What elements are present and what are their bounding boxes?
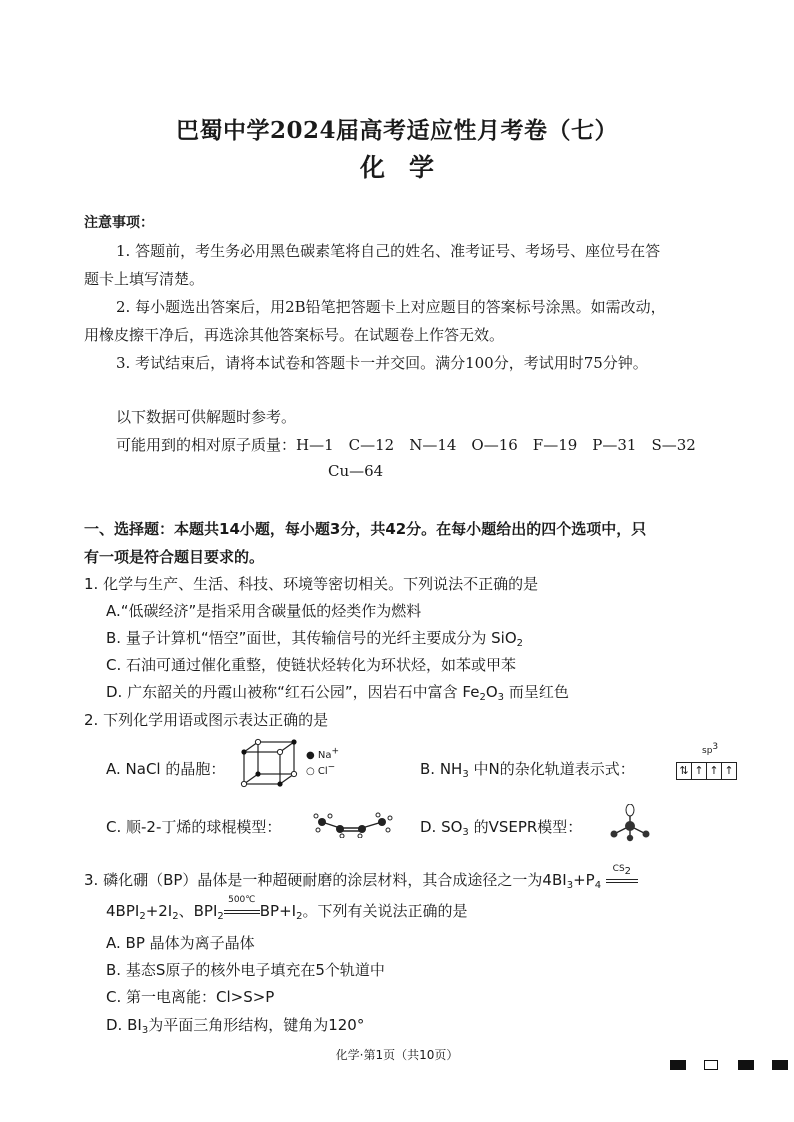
- q3-option-d: [106, 1014, 364, 1035]
- q3-line-1-text: 3. 磷化硼（BP）晶体是一种超硬耐磨的涂层材料，其合成途径之一为: [84, 871, 543, 889]
- q3-line-1: [84, 863, 638, 891]
- q3-eq-bp-sub: 2: [296, 911, 303, 922]
- q3-option-b: B. 基态S原子的核外电子填充在5个轨道中: [106, 961, 385, 979]
- section-heading-line-1: 一、选择题：本题共14小题，每小题3分，共42分。在每小题给出的四个选项中，只: [84, 520, 647, 538]
- notice-item-1-line-1: 1. 答题前，考生务必用黑色碳素笔将自己的姓名、准考证号、考场号、座位号在答: [116, 242, 661, 260]
- q1-option-b-sub: 2: [516, 638, 524, 649]
- notice-item-1-line-2: 题卡上填写清楚。: [84, 270, 205, 288]
- q2-option-b: [420, 758, 635, 779]
- orbital-box-1: ⇅: [677, 763, 692, 779]
- q2-stem: 2. 下列化学用语或图示表达正确的是: [84, 711, 329, 729]
- q3-eq-bi3-sub: 3: [566, 880, 574, 891]
- so3-vsepr-model: [606, 804, 656, 842]
- q3-option-d-tail: 为平面三角形结构，键角为120°: [148, 1016, 365, 1034]
- q1-option-c: C. 石油可通过催化重整，使链状烃转化为环状烃，如苯或甲苯: [106, 656, 517, 674]
- q1-option-b: [106, 627, 523, 648]
- q2-option-a: A. NaCl 的晶胞：: [106, 760, 226, 778]
- q1-option-d-sub2: 3: [497, 692, 505, 703]
- q3-line-2-tail: 。下列有关说法正确的是: [302, 902, 468, 920]
- q3-eq-p4: +P: [573, 871, 595, 889]
- footer-marker-4: [772, 1060, 788, 1070]
- q2-option-c: C. 顺-2-丁烯的球棍模型：: [106, 818, 282, 836]
- q3-eq-bpi2-b: 、BPI: [178, 902, 218, 920]
- q2-option-d-text: D. SO: [420, 818, 463, 836]
- q1-option-d-sub1: 2: [479, 692, 486, 703]
- q2-option-b-tail: 中N的杂化轨道表示式：: [473, 760, 635, 778]
- q1-option-a: A.“低碳经济”是指采用含碳量低的烃类作为燃料: [106, 602, 422, 620]
- q3-eq-bpi2-b-sub: 2: [217, 911, 224, 922]
- q1-option-d-o: O: [485, 683, 498, 701]
- atomic-mass-line-2: Cu—64: [328, 462, 384, 480]
- q1-option-b-text: B. 量子计算机“悟空”面世，其传输信号的光纤主要成分为: [106, 629, 487, 647]
- nacl-legend-cl-sup: −: [327, 762, 336, 773]
- q3-reaction-arrow-2: [224, 894, 260, 917]
- q1-stem: 1. 化学与生产、生活、科技、环境等密切相关。下列说法不正确的是: [84, 575, 539, 593]
- exam-title: 巴蜀中学2024届高考适应性月考卷（七）: [175, 117, 618, 144]
- q3-option-c: C. 第一电离能：Cl>S>P: [106, 988, 275, 1006]
- q3-line-2: [106, 894, 468, 922]
- q3-option-d-text: D. BI: [106, 1016, 142, 1034]
- q3-eq-bpi2: 4BPI: [106, 902, 140, 920]
- q1-option-d-tail: 而呈红色: [508, 683, 569, 701]
- q3-cond-1-sub: 2: [624, 865, 632, 877]
- nacl-legend-na: [306, 746, 340, 761]
- q2-option-b-text: B. NH: [420, 760, 463, 778]
- q3-eq-bp: BP+I: [259, 902, 297, 920]
- section-heading-line-2: 有一项是符合题目要求的。: [84, 548, 265, 566]
- q1-option-d-text: D. 广东韶关的丹霞山被称“红石公园”，因岩石中富含: [106, 683, 458, 701]
- orbital-box-4: ↑: [724, 764, 734, 777]
- q3-eq-p4-sub: 4: [594, 880, 602, 891]
- orbital-box-3: ↑: [707, 763, 722, 779]
- sp3-label-text: sp: [702, 746, 713, 756]
- q2-option-d-sub: 3: [462, 827, 469, 838]
- q3-eq-bi3: 4BI: [542, 871, 567, 889]
- notice-item-2-line-2: 用橡皮擦干净后，再选涂其他答案标号。在试题卷上作答无效。: [84, 326, 505, 344]
- notice-item-3: 3. 考试结束后，请将本试卷和答题卡一并交回。满分100分，考试用时75分钟。: [116, 354, 648, 372]
- q3-cond-2: 500℃: [228, 894, 256, 905]
- notice-item-2-line-1: 2. 每小题选出答案后，用2B铅笔把答题卡上对应题目的答案标号涂黑。如需改动，: [116, 298, 666, 316]
- atomic-mass-line: [116, 434, 696, 455]
- nacl-unit-cell-diagram: [238, 738, 302, 788]
- q2-option-d-tail: 的VSEPR模型：: [473, 818, 583, 836]
- page-footer: 化学·第1页（共10页）: [335, 1048, 459, 1062]
- q3-option-a: A. BP 晶体为离子晶体: [106, 934, 255, 952]
- sp3-label-sup: 3: [712, 742, 719, 752]
- nacl-legend-cl-text: ○ Cl: [306, 766, 328, 777]
- q3-cond-1: CS: [612, 863, 625, 874]
- q2-option-b-sub: 3: [462, 769, 469, 780]
- q3-eq-i2-sub: 2: [172, 911, 179, 922]
- q3-eq-bpi2-sub: 2: [139, 911, 146, 922]
- sp3-label: [702, 742, 719, 756]
- q2-option-d: [420, 816, 582, 837]
- footer-marker-2: [704, 1060, 718, 1070]
- q3-option-d-sub: 3: [141, 1025, 149, 1036]
- nacl-legend-na-text: ● Na: [306, 750, 332, 761]
- q1-option-d-fe: Fe: [462, 683, 480, 701]
- sp3-orbital-diagram: [676, 762, 737, 780]
- q3-reaction-arrow-1: [606, 863, 638, 886]
- nacl-legend-cl: [306, 762, 336, 777]
- atomic-mass-values: H—1 C—12 N—14 O—16 F—19 P—31 S—32: [296, 436, 696, 454]
- subject-title: 化学: [359, 153, 458, 182]
- reference-intro: 以下数据可供解题时参考。: [116, 408, 297, 426]
- notice-heading: 注意事项：: [84, 215, 154, 231]
- cis-2-butene-ball-stick-model: [312, 812, 396, 838]
- q1-option-b-formula: SiO: [491, 629, 517, 647]
- orbital-box-2: ↑: [692, 763, 707, 779]
- footer-marker-3: [738, 1060, 754, 1070]
- atomic-mass-label: 可能用到的相对原子质量：: [116, 436, 297, 454]
- q3-eq-i2: +2I: [145, 902, 173, 920]
- nacl-legend-na-sup: +: [331, 746, 340, 757]
- q1-option-d: [106, 681, 569, 702]
- q3-line-1-eq: [542, 871, 601, 889]
- footer-marker-1: [670, 1060, 686, 1070]
